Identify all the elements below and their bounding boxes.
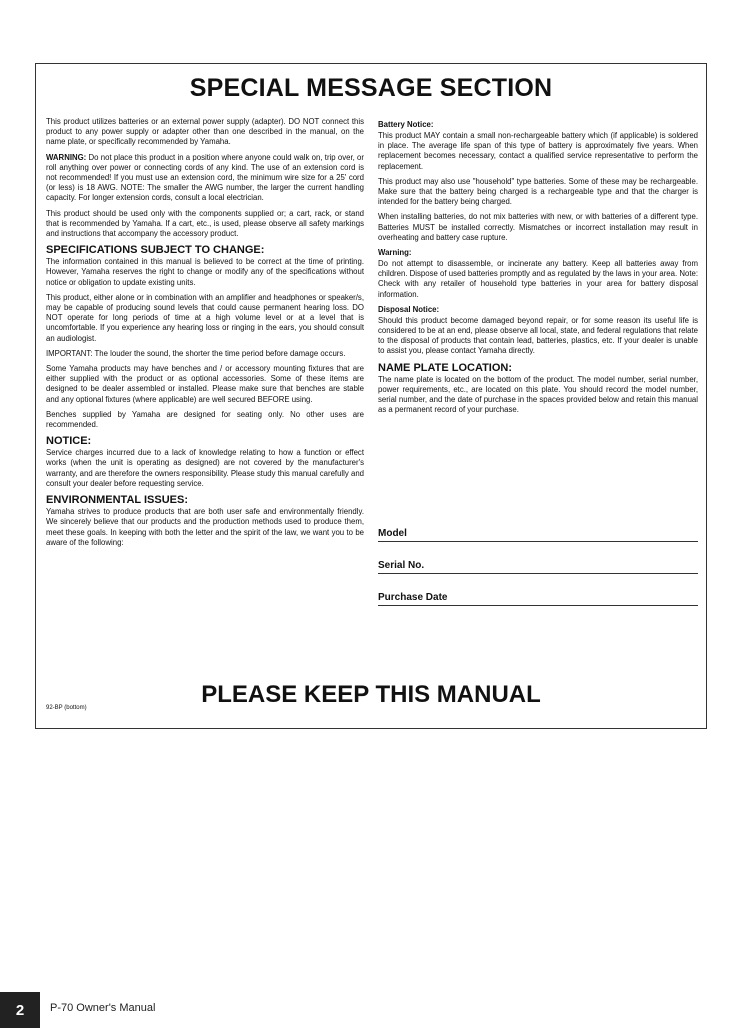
battery-heading: Battery Notice: (378, 120, 434, 129)
warning-paragraph (46, 153, 364, 204)
environmental-paragraph: Yamaha strives to produce products that are both user safe and environmentally friendly. We sincerely believe that our products and the production methods used to produce them, meet these goals. In keeping with both the letter and the spirit of the law, we want you to be aware of the following: (46, 507, 364, 547)
nameplate-heading: NAME PLATE LOCATION: (378, 361, 513, 374)
battery-warning-paragraph: Do not attempt to disassemble, or incinerate any battery. Keep all batteries away from children. Dispose of used batteries promptly and as regulated by the laws in your area. Note: Check with any retailer of household type batteries in your area for battery disposal information. (378, 259, 698, 299)
warning-label: WARNING: (46, 152, 87, 162)
page-title: SPECIAL MESSAGE SECTION (189, 74, 553, 102)
notice-paragraph: Service charges incurred due to a lack of knowledge relating to how a function or effect works (when the unit is operating as designed) are not covered by the manufacturer's warranty, and are therefore the owners responsibility. Please study this manual carefully and consult your dealer before requesting service. (46, 448, 364, 488)
benches-use-paragraph: Benches supplied by Yamaha are designed for seating only. No other uses are recommended. (46, 409, 364, 430)
cart-paragraph: This product should be used only with the components supplied or; a cart, rack, or stand that is recommended by Yamaha. If a cart, etc., is used, please observe all safety markings and instructions that accompany the accessory product. (46, 208, 364, 239)
footer-manual-title: P-70 Owner's Manual (50, 1002, 156, 1014)
disposal-paragraph: Should this product become damaged beyond repair, or for some reason its useful life is considered to be at an end, please observe all local, state, and federal regulations that relate to the disposal of products that contain lead, batteries, plastics, etc. If your dealer is unable to assist you, please contact Yamaha directly. (378, 315, 698, 356)
left-column (46, 117, 364, 553)
purchase-date-field: Purchase Date (378, 592, 698, 606)
document-code: 92-BP (bottom) (46, 705, 87, 711)
environmental-heading: ENVIRONMENTAL ISSUES: (46, 494, 188, 507)
disposal-heading: Disposal Notice: (378, 304, 440, 314)
model-field: Model (378, 528, 698, 542)
battery-paragraph-2: This product may also use "household" type batteries. Some of these may be rechargeable. Make sure that the battery being charged is a rechargeable type and that the charger is intended for the battery being charged. (378, 176, 698, 207)
benches-paragraph: Some Yamaha products may have benches and / or accessory mounting fixtures that are either supplied with the product or as optional accessories. Some of these items are designed to be dealer assembled or installed. Please make sure that benches are stable and any optional fixtures (where applicable) are well secured BEFORE using. (46, 364, 364, 404)
notice-heading: NOTICE: (46, 435, 92, 448)
hearing-paragraph: This product, either alone or in combination with an amplifier and headphones or speaker/s, may be capable of producing sound levels that could cause permanent hearing loss. DO NOT operate for long periods of time at a high volume level or at a level that is uncomfortable. If you experience any hearing loss or ringing in the ears, you should consult an audiologist. (46, 292, 364, 343)
special-message-frame (35, 63, 707, 729)
keep-manual-heading: PLEASE KEEP THIS MANUAL (201, 681, 541, 708)
serial-number-field: Serial No. (378, 560, 698, 574)
important-paragraph: IMPORTANT: The louder the sound, the shorter the time period before damage occurs. (46, 348, 346, 358)
battery-paragraph-3: When installing batteries, do not mix batteries with new, or with batteries of a different type. Batteries MUST be installed correctly. Mismatches or incorrect installation may result in overheating and battery case rupture. (378, 212, 698, 242)
specs-paragraph: The information contained in this manual is believed to be correct at the time of printing. However, Yamaha reserves the right to change or modify any of the specifications without notice or obligation to update existing units. (46, 257, 364, 287)
specs-heading: SPECIFICATIONS SUBJECT TO CHANGE: (46, 244, 265, 257)
right-column (378, 117, 698, 420)
battery-paragraph-1: This product MAY contain a small non-rechargeable battery which (if applicable) is soldered in place. The average life span of this type of battery is approximately five years. When replacement becomes necessary, contact a qualified service representative to perform the replacement. (378, 131, 698, 171)
warning-text: Do not place this product in a position where anyone could walk on, trip over, or roll anything over power or connecting cords of any kind. The use of an extension cord is not recommended! If you must use an extension cord, the minimum wire size for a 25' cord (or less) is 18 AWG. NOTE: The smaller the AWG number, the larger the current handling capacity. For longer extension cords, consult a local electrician. (46, 152, 364, 203)
battery-warning-heading: Warning: (378, 248, 412, 258)
page-number: 2 (0, 992, 40, 1028)
nameplate-paragraph: The name plate is located on the bottom of the product. The model number, serial number, power requirements, etc., are located on this plate. You should record the model number, serial number, and the date of purchase in the spaces provided below and retain this manual as a permanent record of your purchase. (378, 374, 698, 415)
power-supply-paragraph: This product utilizes batteries or an external power supply (adapter). DO NOT connect this product to any power supply or adapter other than one described in the manual, on the name plate, or specifically recommended by Yamaha. (46, 117, 364, 147)
